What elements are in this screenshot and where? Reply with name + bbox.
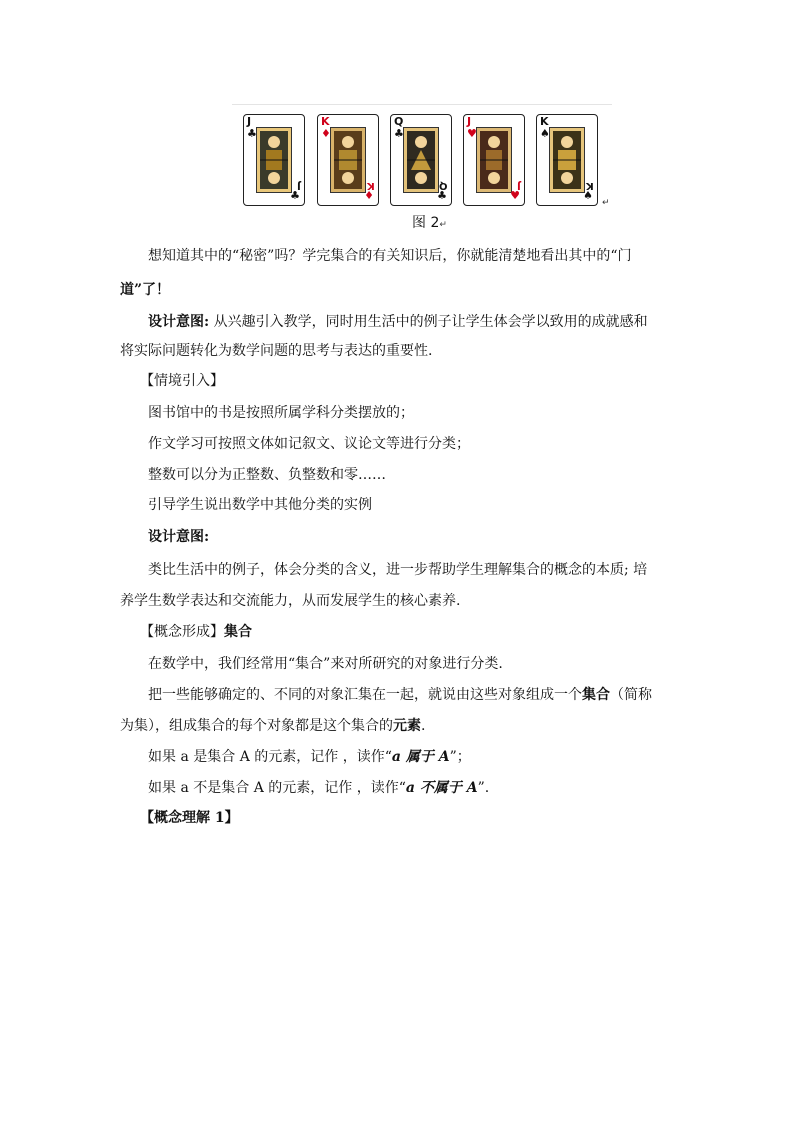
design-intent-label: 设计意图: (148, 314, 210, 330)
playing-cards-figure (232, 104, 612, 211)
diamond-suit-icon: ♦ (364, 189, 374, 202)
heart-suit-icon: ♥ (467, 127, 477, 140)
definition-text: 把一些能够确定的、不同的对象汇集在一起，就说由这些对象组成一个 (148, 687, 582, 703)
section-heading-title: 集合 (224, 624, 252, 640)
card-rank: J (467, 115, 472, 128)
belongs-text: 如果 a 是集合 A 的元素，记作 ，读作“ (148, 749, 392, 765)
section-heading-bracket: 【概念形成】 (140, 624, 224, 640)
jack-face-illustration (476, 127, 512, 193)
playing-card (317, 114, 379, 206)
intro-paragraph-line: 道”了！ (120, 282, 171, 298)
figure-caption (412, 212, 447, 232)
section-heading-scenario: 【情境引入】 (140, 373, 224, 389)
diamond-suit-icon: ♦ (321, 127, 331, 140)
example-line: 引导学生说出数学中其他分类的实例 (148, 497, 372, 513)
paragraph-return-icon: ↵ (439, 220, 447, 230)
term-set: 集合 (582, 687, 610, 703)
concept-line: 在数学中，我们经常用“集合”来对所研究的对象进行分类. (148, 656, 503, 672)
club-suit-icon: ♣ (394, 127, 404, 140)
design-intent-text: 将实际问题转化为数学问题的思考与表达的重要性. (120, 343, 433, 359)
spade-suit-icon: ♠ (583, 189, 593, 202)
paragraph-return-icon: ↵ (602, 198, 610, 208)
definition-text: . (421, 718, 426, 734)
card-rank-inverted: J (297, 180, 301, 191)
example-line: 整数可以分为正整数、负整数和零…… (148, 467, 386, 483)
card-rank: K (540, 115, 549, 128)
belongs-reading: a 属于 A (391, 749, 450, 765)
figure-caption-text: 图 2 (412, 215, 440, 231)
jack-face-illustration (256, 127, 292, 193)
playing-card (390, 114, 452, 206)
king-face-illustration (549, 127, 585, 193)
card-rank-inverted: K (586, 180, 594, 191)
definition-line (148, 685, 652, 705)
design-intent-label: 设计意图: (148, 529, 210, 545)
design-intent-text: 从兴趣引入教学，同时用生活中的例子让学生体会学以致用的成就感和 (209, 314, 648, 330)
section-heading-understanding: 【概念理解 1】 (140, 810, 239, 826)
design-intent-text: 类比生活中的例子，体会分类的含义，进一步帮助学生理解集合的概念的本质; 培 (148, 562, 648, 578)
heart-suit-icon: ♥ (510, 189, 520, 202)
card-rank-inverted: J (517, 180, 521, 191)
club-suit-icon: ♣ (247, 127, 257, 140)
card-rank-inverted: K (367, 180, 375, 191)
not-belongs-line (148, 778, 489, 798)
playing-card (536, 114, 598, 206)
belongs-line (148, 747, 471, 767)
club-suit-icon: ♣ (290, 189, 300, 202)
example-line: 图书馆中的书是按照所属学科分类摆放的； (148, 405, 414, 421)
playing-card (243, 114, 305, 206)
card-rank: Q (394, 115, 404, 128)
club-suit-icon: ♣ (437, 189, 447, 202)
example-line: 作文学习可按照文体如记叙文、议论文等进行分类； (148, 436, 470, 452)
spade-suit-icon: ♠ (540, 127, 550, 140)
term-element: 元素 (393, 718, 421, 734)
card-rank-inverted: Q (439, 180, 448, 191)
king-face-illustration (330, 127, 366, 193)
design-intent-text: 养学生数学表达和交流能力，从而发展学生的核心素养. (120, 593, 461, 609)
design-intent-paragraph (148, 312, 648, 332)
card-rank: J (247, 115, 252, 128)
not-belongs-reading: a 不属于 A (405, 780, 478, 796)
section-heading-concept (140, 622, 252, 642)
not-belongs-text: ”. (477, 780, 490, 796)
intro-paragraph-line: 想知道其中的“秘密”吗？学完集合的有关知识后，你就能清楚地看出其中的“门 (148, 248, 632, 264)
not-belongs-text: 如果 a 不是集合 A 的元素，记作 ，读作“ (148, 780, 406, 796)
playing-card (463, 114, 525, 206)
definition-line (120, 716, 425, 736)
definition-text: 为集），组成集合的每个对象都是这个集合的 (120, 718, 393, 734)
definition-text: （简称 (610, 687, 652, 703)
queen-face-illustration (403, 127, 439, 193)
card-rank: K (321, 115, 330, 128)
belongs-text: ”； (449, 749, 471, 765)
